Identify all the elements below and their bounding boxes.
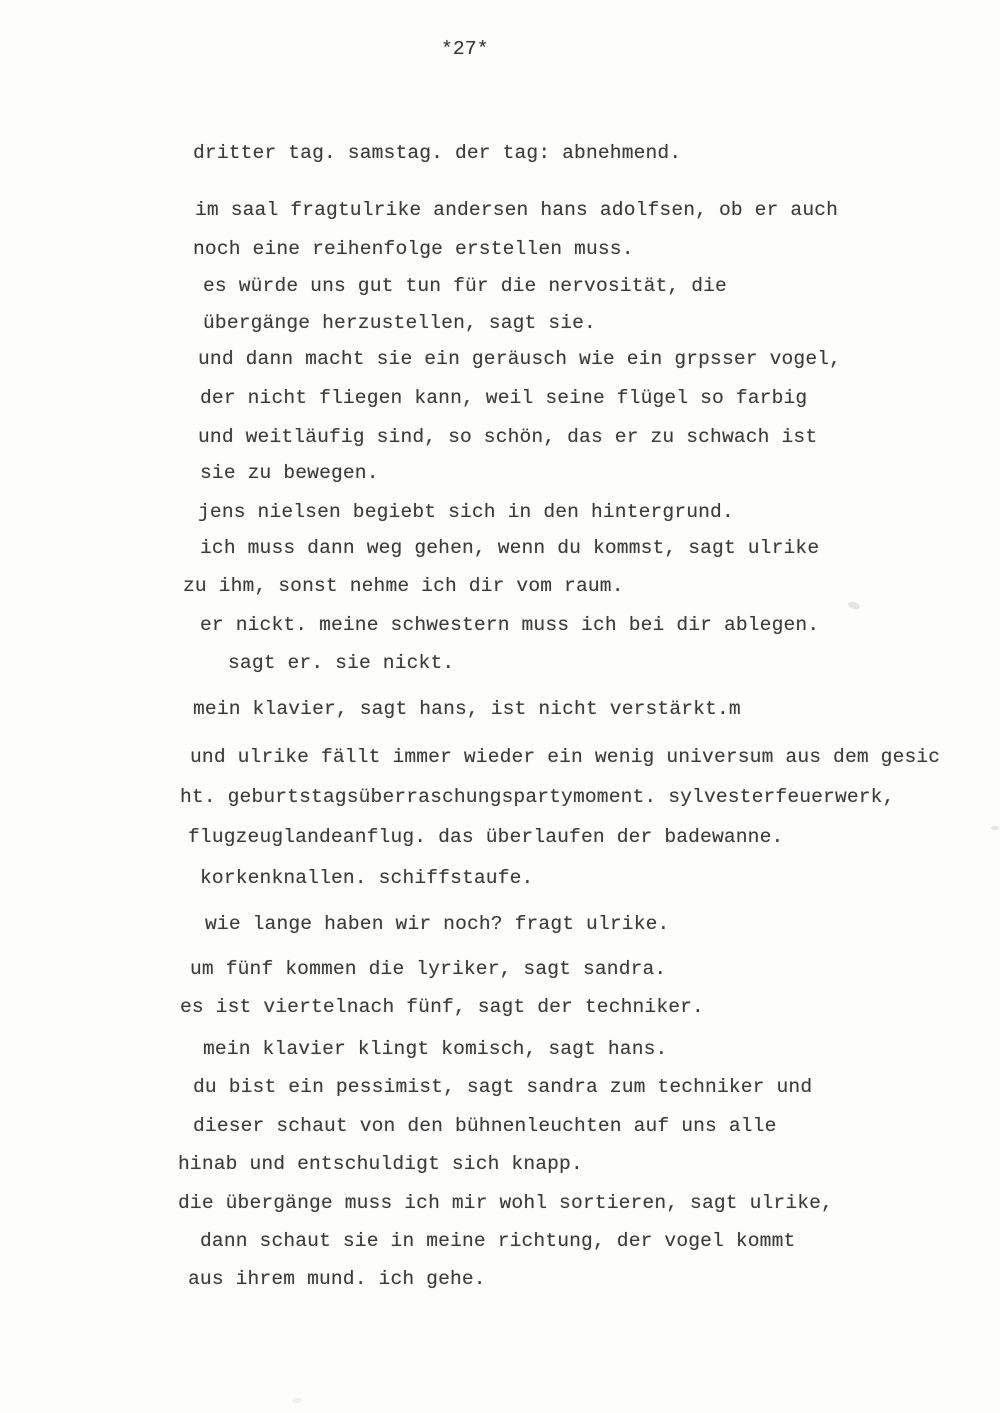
text-line: mein klavier klingt komisch, sagt hans. xyxy=(203,1038,668,1060)
text-line: im saal fragtulrike andersen hans adolfsen, ob er auch xyxy=(195,199,839,221)
text-line: dann schaut sie in meine richtung, der vogel kommt xyxy=(200,1230,796,1252)
text-line: ich muss dann weg gehen, wenn du kommst, sagt ulrike xyxy=(200,537,820,559)
text-line: hinab und entschuldigt sich knapp. xyxy=(178,1153,583,1175)
text-line: es ist viertelnach fünf, sagt der techniker. xyxy=(180,996,704,1018)
text-line: und ulrike fällt immer wieder ein wenig universum aus dem gesic xyxy=(190,746,941,768)
text-line: dritter tag. samstag. der tag: abnehmend. xyxy=(193,142,682,164)
text-line: und dann macht sie ein geräusch wie ein grpsser vogel, xyxy=(198,348,842,370)
text-line: flugzeuglandeanflug. das überlaufen der badewanne. xyxy=(188,826,784,848)
text-line: übergänge herzustellen, sagt sie. xyxy=(203,312,596,334)
text-line: der nicht fliegen kann, weil seine flügel so farbig xyxy=(200,387,808,409)
text-line: es würde uns gut tun für die nervosität, die xyxy=(203,275,727,297)
text-line: mein klavier, sagt hans, ist nicht verstärkt.m xyxy=(193,698,741,720)
text-line: die übergänge muss ich mir wohl sortieren, sagt ulrike, xyxy=(178,1192,833,1214)
text-line: dieser schaut von den bühnenleuchten auf uns alle xyxy=(193,1115,777,1137)
paper-smudge xyxy=(991,826,999,830)
text-line: wie lange haben wir noch? fragt ulrike. xyxy=(205,913,670,935)
paper-smudge xyxy=(847,600,861,611)
text-line: und weitläufig sind, so schön, das er zu schwach ist xyxy=(198,426,818,448)
text-line: um fünf kommen die lyriker, sagt sandra. xyxy=(190,958,667,980)
page-number: *27* xyxy=(441,38,489,60)
text-line: jens nielsen begiebt sich in den hintergrund. xyxy=(198,501,734,523)
text-line: sie zu bewegen. xyxy=(200,462,379,484)
text-line: aus ihrem mund. ich gehe. xyxy=(188,1268,486,1290)
text-line: korkenknallen. schiffstaufe. xyxy=(200,867,534,889)
text-line: noch eine reihenfolge erstellen muss. xyxy=(193,238,634,260)
text-line: er nickt. meine schwestern muss ich bei dir ablegen. xyxy=(200,614,820,636)
paper-smudge xyxy=(292,1398,302,1403)
text-line: du bist ein pessimist, sagt sandra zum techniker und xyxy=(193,1076,813,1098)
text-line: ht. geburtstagsüberraschungspartymoment. sylvesterfeuerwerk, xyxy=(180,786,895,808)
text-line: zu ihm, sonst nehme ich dir vom raum. xyxy=(183,575,624,597)
text-line: sagt er. sie nickt. xyxy=(228,652,455,674)
